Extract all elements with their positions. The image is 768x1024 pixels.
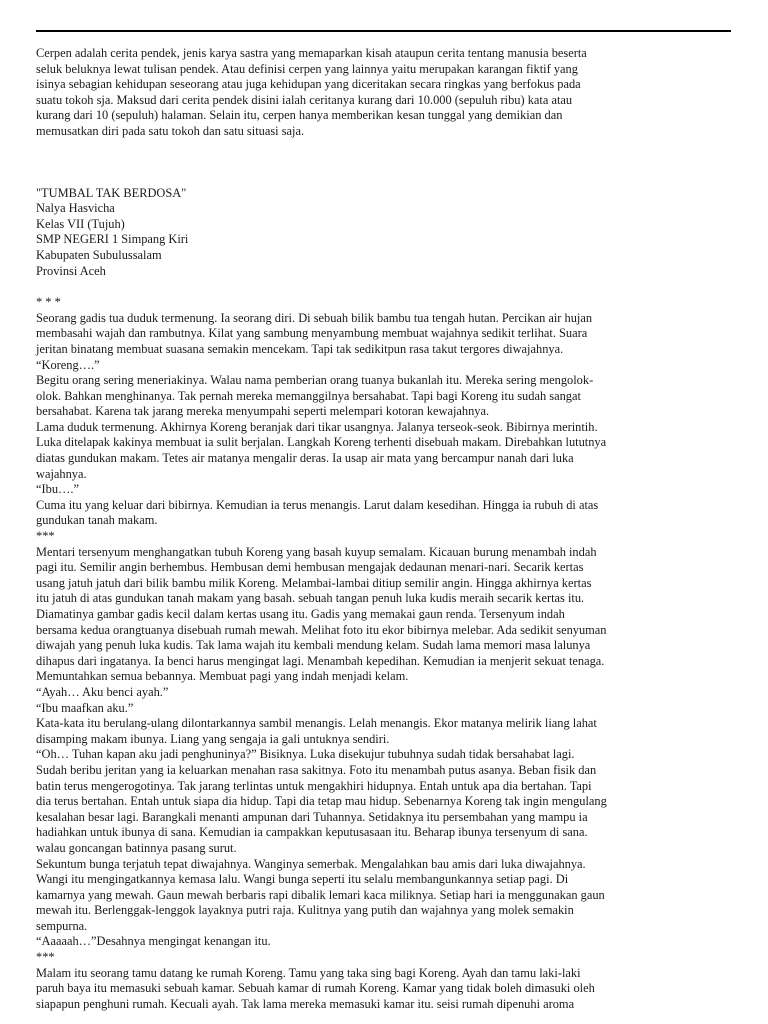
- intro-paragraph: [36, 46, 736, 140]
- story-text-line: Mentari tersenyum menghangatkan tubuh Koreng yang basah kuyup semalam. Kicauan burung menambah indah: [36, 544, 597, 559]
- story-text-line: membasahi wajah dan rambutnya. Kilat yang sambung menyambung membuat wajahnya sedikit terlihat. Suara: [36, 326, 588, 341]
- story-text-line: itu jatuh di atas gundukan tanah makam yang basah. sebuah tangan penuh luka kudis meraih secarik kertas itu.: [36, 591, 585, 606]
- story-text-line: hadiahkan untuk ibunya di sana. Kemudian ia campakkan keputusasaan itu. Beharap ibunya tersenyum di sana.: [36, 825, 588, 840]
- story-header: [36, 186, 736, 280]
- story-header-line: SMP NEGERI 1 Simpang Kiri: [36, 232, 189, 247]
- section-gap: [36, 279, 736, 295]
- story-text-line: olok. Bahkan menghinanya. Tak pernah mereka memanggilnya bersahabat. Tapi bagi Koreng itu sudah sangat: [36, 388, 581, 403]
- story-header-line: Nalya Hasvicha: [36, 201, 115, 216]
- story-text-line: “Koreng….”: [36, 357, 100, 372]
- story-header-line: "TUMBAL TAK BERDOSA": [36, 185, 187, 200]
- story-text-line: * * *: [36, 295, 61, 310]
- story-text-line: wajahnya.: [36, 466, 87, 481]
- intro-text-line: kurang dari 10 (sepuluh) halaman. Selain itu, cerpen hanya memberikan kesan tunggal yang demikian dan: [36, 108, 563, 123]
- story-text-line: “Ibu maafkan aku.”: [36, 700, 134, 715]
- story-text-line: sempurna.: [36, 918, 88, 933]
- story-text-line: Kata-kata itu berulang-ulang dilontarkannya sambil menangis. Lelah menangis. Ekor matanya melirik liang lahat: [36, 716, 597, 731]
- story-text-line: Cuma itu yang keluar dari bibirnya. Kemudian ia terus menangis. Larut dalam kesedihan. Hingga ia rubuh di atas: [36, 497, 599, 512]
- document-content: [36, 46, 736, 1012]
- story-text-line: Lama duduk termenung. Akhirnya Koreng beranjak dari tikar usangnya. Jalanya terseok-seok. Bibirnya merintih.: [36, 419, 598, 434]
- story-text-line: dia terus bertahan. Entah untuk siapa dia hidup. Tapi dia tetap mau hidup. Sebenarnya Koreng tak ingin mengulang: [36, 794, 607, 809]
- story-text-line: Wangi itu mengingatkannya kemasa lalu. Wangi bunga seperti itu selalu membangunkannya setiap pagi. Di: [36, 872, 569, 887]
- section-gap: [36, 140, 736, 186]
- story-text-line: Sekuntum bunga terjatuh tepat diwajahnya. Wanginya semerbak. Mengalahkan bau amis dari luka diwajahnya.: [36, 856, 586, 871]
- story-text-line: Malam itu seorang tamu datang ke rumah Koreng. Tamu yang taka sing bagi Koreng. Ayah dan tamu laki-laki: [36, 965, 581, 980]
- story-text-line: siapapun penghuni rumah. Kecuali ayah. Tak lama mereka memasuki kamar itu. seisi rumah dipenuhi aroma: [36, 996, 575, 1011]
- story-text-line: gundukan tanah makam.: [36, 513, 158, 528]
- story-text-line: Begitu orang sering meneriakinya. Walau nama pemberian orang tuanya bukanlah itu. Mereka sering mengolok-: [36, 373, 594, 388]
- story-text-line: “Ibu….”: [36, 482, 80, 497]
- intro-text-line: memusatkan diri pada satu tokoh dan satu situasi saja.: [36, 123, 305, 138]
- story-text-line: Diamatinya gambar gadis kecil dalam kertas usang itu. Gadis yang memakai gaun renda. Tersenyum indah: [36, 607, 565, 621]
- story-text-line: bersahabat. Karena tak jarang mereka menyumpahi seperti melempari kotoran kewajahnya.: [36, 404, 490, 419]
- story-text-line: Memuntahkan semua bebannya. Membuat pagi yang indah menjadi kelam.: [36, 669, 409, 684]
- story-text-line: walau goncangan batinnya pasang surut.: [36, 840, 237, 855]
- story-text-line: “Ayah… Aku benci ayah.”: [36, 684, 169, 699]
- intro-text-line: Cerpen adalah cerita pendek, jenis karya sastra yang memaparkan kisah ataupun cerita tentang manusia beserta: [36, 46, 587, 60]
- story-text-line: mewah itu. Berlenggak-lenggok layaknya putri raja. Kulitnya yang putih dan wajahnya yang molek semakin: [36, 903, 574, 918]
- story-text-line: paruh baya itu memasuki sebuah kamar. Sebuah kamar di rumah Koreng. Kamar yang tidak boleh dimasuki oleh: [36, 981, 595, 996]
- intro-text-line: seluk beluknya lewat tulisan pendek. Atau definisi cerpen yang lainnya yaitu merupakan karangan fiktif yang: [36, 61, 578, 76]
- story-text-line: batin terus mengerogotinya. Tak jarang terlintas untuk mengakhiri hidupnya. Entah untuk apa dia bertahan. Tapi: [36, 778, 592, 793]
- story-text-line: pagi itu. Semilir angin berhembus. Hembusan demi hembusan mengajak dedaunan menari-nari. Secarik kertas: [36, 560, 584, 575]
- story-header-line: Provinsi Aceh: [36, 263, 106, 278]
- story-text-line: Seorang gadis tua duduk termenung. Ia seorang diri. Di sebuah bilik bambu tua tengah hutan. Percikan air hujan: [36, 310, 593, 325]
- story-header-line: Kabupaten Subulussalam: [36, 247, 162, 262]
- top-horizontal-rule: [36, 30, 731, 32]
- story-text-line: diatas gundukan makam. Tetes air matanya mengalir deras. Ia usap air mata yang bercampur nanah dari luka: [36, 451, 574, 466]
- story-text-line: Sudah beribu jeritan yang ia keluarkan menahan rasa sakitnya. Foto itu menambah putus asanya. Beban fisik dan: [36, 762, 597, 777]
- story-text-line: Luka ditelapak kakinya membuat ia sulit berjalan. Langkah Koreng terhenti disebuah makam. Direbahkan lututnya: [36, 435, 607, 450]
- story-text-line: jeritan binatang membuat suasana semakin mencekam. Tapi tak sedikitpun rasa takut tergores diwajahnya.: [36, 341, 564, 356]
- story-text-line: diwajah yang penuh luka kudis. Tak lama wajah itu kembali mendung kelam. Sudah lama memori masa lalunya: [36, 638, 591, 653]
- intro-text-line: suatu tokoh sja. Maksud dari cerita pendek disini ialah ceritanya kurang dari 10.000 (sepuluh ribu) kata atau: [36, 92, 573, 107]
- story-text-line: dihapus dari ingatanya. Ia benci harus mengingat lagi. Menambah kepedihan. Kemudian ia menjerit sekuat tenaga.: [36, 653, 605, 668]
- story-text-line: bersama kedua orangtuanya disebuah rumah mewah. Melihat foto itu ekor bibirnya melebar. Ada sedikit senyuman: [36, 622, 607, 637]
- story-text-line: disamping makam ibunya. Liang yang sengaja ia gali untuknya sendiri.: [36, 731, 390, 746]
- story-text-line: “Aaaaah…”Desahnya mengingat kenangan itu.: [36, 934, 271, 949]
- story-text-line: kamarnya yang mewah. Gaun mewah berbaris rapi dibalik lemari kaca miliknya. Setiap hari ia menggunakan gaun: [36, 887, 605, 902]
- story-body: [36, 295, 736, 1012]
- story-text-line: “Oh… Tuhan kapan aku jadi penghuninya?” Bisiknya. Luka disekujur tubuhnya sudah tidak bersahabat lagi.: [36, 747, 575, 762]
- story-text-line: usang jatuh jatuh dari bilik bambu milik Koreng. Melambai-lambai ditiup semilir angin. Hingga akhirnya kertas: [36, 575, 592, 590]
- intro-text-line: isinya sebagian kehidupan seseorang atau juga kehidupan yang diceritakan secara ringkas yang berfokus pada: [36, 77, 581, 92]
- story-text-line: ***: [36, 529, 55, 544]
- story-text-line: ***: [36, 950, 55, 965]
- story-header-line: Kelas VII (Tujuh): [36, 216, 125, 231]
- story-text-line: kesalahan besar lagi. Barangkali menanti ampunan dari Tuhannya. Setidaknya itu persembahan yang mampu ia: [36, 809, 588, 824]
